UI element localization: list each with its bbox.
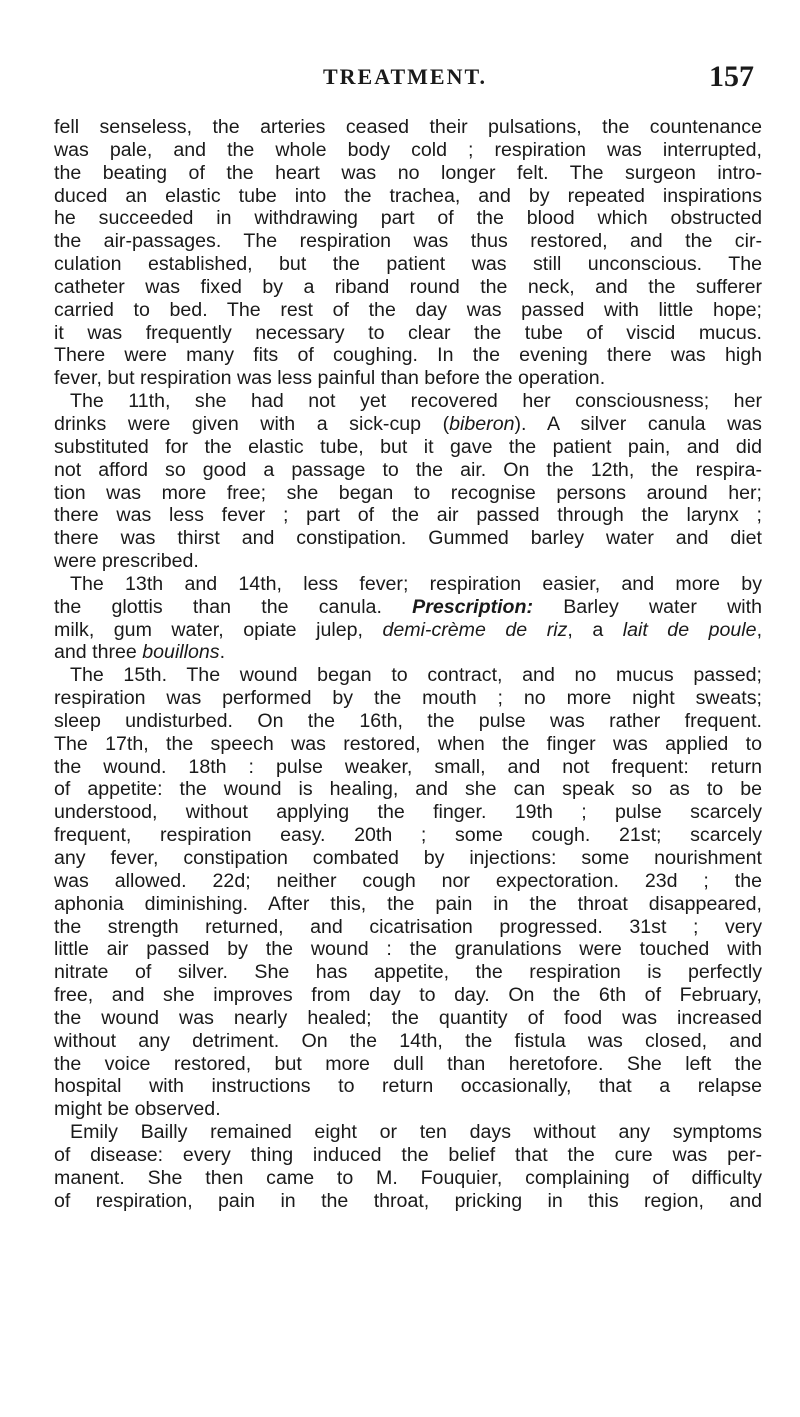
text-line — [54, 619, 762, 642]
text-line — [54, 276, 762, 299]
italic-term: demi-crème de riz — [382, 618, 568, 641]
text-line — [54, 961, 762, 984]
text-line — [54, 801, 762, 824]
text-run: of disease: every thing induced the belief that the cure was per- — [54, 1143, 762, 1166]
text-line — [54, 1121, 762, 1144]
text-run: Emily Bailly remained eight or ten days without any symptoms — [70, 1121, 762, 1144]
text-run: There were many fits of coughing. In the evening there was high — [54, 344, 762, 367]
text-run: the air-passages. The respiration was thus restored, and the cir- — [54, 230, 762, 253]
text-run: , — [756, 618, 763, 641]
text-run: substituted for the elastic tube, but it gave the patient pain, and did — [54, 435, 762, 458]
text-line — [54, 230, 762, 253]
text-run: the voice restored, but more dull than heretofore. She left the — [54, 1052, 762, 1075]
text-run: little air passed by the wound : the granulations were touched with — [54, 938, 762, 961]
text-run: might be observed. — [54, 1098, 221, 1121]
text-line — [54, 436, 762, 459]
text-line — [54, 710, 762, 733]
text-line — [54, 527, 762, 550]
text-run: without any detriment. On the 14th, the fistula was closed, and — [54, 1029, 762, 1052]
text-run: there was less fever ; part of the air passed through the larynx ; — [54, 504, 762, 527]
text-run: were prescribed. — [54, 550, 199, 573]
text-line — [54, 573, 762, 596]
running-title: TREATMENT. — [322, 64, 488, 89]
text-run: hospital with instructions to return occasionally, that a relapse — [54, 1075, 762, 1098]
text-run: was pale, and the whole body cold ; respiration was interrupted, — [54, 138, 762, 161]
text-line — [54, 185, 762, 208]
text-run: frequent, respiration easy. 20th ; some cough. 21st; scarcely — [54, 824, 762, 847]
text-line — [54, 253, 762, 276]
text-line — [54, 938, 762, 961]
text-line — [54, 1144, 762, 1167]
text-run: ). A silver canula was — [514, 412, 762, 435]
text-run: nitrate of silver. She has appetite, the respiration is perfectly — [54, 961, 762, 984]
text-run: milk, gum water, opiate julep, — [54, 618, 383, 641]
text-run: tion was more free; she began to recognise persons around her; — [54, 481, 762, 504]
text-line — [54, 596, 762, 619]
text-line — [54, 459, 762, 482]
text-line — [54, 139, 762, 162]
text-run: of appetite: the wound is healing, and she can speak so as to be — [54, 778, 762, 801]
text-line — [54, 870, 762, 893]
text-run: fell senseless, the arteries ceased their pulsations, the countenance — [54, 116, 762, 138]
italic-term: lait de poule — [622, 618, 757, 641]
text-run: understood, without applying the finger. 19th ; pulse scarcely — [54, 801, 762, 824]
text-run: the wound. 18th : pulse weaker, small, and not frequent: return — [54, 755, 762, 778]
text-run: the glottis than the canula. — [54, 595, 413, 618]
text-line — [54, 1190, 762, 1213]
text-line — [54, 733, 762, 756]
text-run: the wound was nearly healed; the quantity of food was increased — [54, 1006, 762, 1029]
text-run: the strength returned, and cicatrisation progressed. 31st ; very — [54, 915, 762, 938]
text-line — [54, 116, 762, 139]
text-run: manent. She then came to M. Fouquier, complaining of difficulty — [54, 1166, 762, 1189]
text-line — [54, 641, 762, 664]
text-run: of respiration, pain in the throat, pricking in this region, and — [54, 1189, 762, 1212]
text-run: drinks were given with a sick-cup ( — [54, 412, 450, 435]
text-run: Barley water with — [533, 595, 762, 618]
text-line — [54, 984, 762, 1007]
text-line — [54, 367, 762, 390]
text-run: was allowed. 22d; neither cough nor expectoration. 23d ; the — [54, 869, 762, 892]
text-run: any fever, constipation combated by injections: some nourishment — [54, 847, 762, 869]
text-run: aphonia diminishing. After this, the pain in the throat disappeared, — [54, 892, 762, 915]
text-run: and three — [54, 641, 143, 664]
text-line — [54, 824, 762, 847]
text-line — [54, 778, 762, 801]
text-run: The 15th. The wound began to contract, and no mucus passed; — [70, 664, 762, 687]
text-run: respiration was performed by the mouth ; no more night sweats; — [54, 687, 762, 710]
text-line — [54, 390, 762, 413]
text-line — [54, 413, 762, 436]
text-line — [54, 756, 762, 779]
text-run: The 17th, the speech was restored, when the finger was applied to — [54, 732, 762, 755]
text-line — [54, 1030, 762, 1053]
text-line — [54, 916, 762, 939]
text-run: not afford so good a passage to the air. On the 12th, the respira- — [54, 458, 762, 481]
text-line — [54, 344, 762, 367]
text-run: duced an elastic tube into the trachea, and by repeated inspirations — [54, 184, 762, 207]
text-run: it was frequently necessary to clear the tube of viscid mucus. — [54, 321, 762, 344]
text-line — [54, 1053, 762, 1076]
text-run: culation established, but the patient was still unconscious. The — [54, 253, 762, 276]
text-run: the beating of the heart was no longer felt. The surgeon intro- — [54, 161, 762, 184]
text-run: catheter was fixed by a riband round the neck, and the sufferer — [54, 275, 762, 298]
text-line — [54, 664, 762, 687]
text-run: there was thirst and constipation. Gummed barley water and diet — [54, 527, 762, 550]
body-text — [54, 116, 762, 1213]
text-line — [54, 847, 762, 870]
text-line — [54, 550, 762, 573]
text-line — [54, 1075, 762, 1098]
text-line — [54, 322, 762, 345]
text-line — [54, 482, 762, 505]
text-line — [54, 1167, 762, 1190]
text-line — [54, 893, 762, 916]
bold-italic-term: Prescription: — [412, 595, 533, 618]
text-line — [54, 687, 762, 710]
text-run: The 13th and 14th, less fever; respiration easier, and more by — [70, 572, 762, 595]
text-run: sleep undisturbed. On the 16th, the pulse was rather frequent. — [54, 709, 762, 732]
page-number: 157 — [709, 60, 754, 93]
text-line — [54, 207, 762, 230]
text-run: , a — [567, 618, 623, 641]
italic-term: biberon — [449, 412, 515, 435]
text-run: free, and she improves from day to day. On the 6th of February, — [54, 984, 762, 1007]
page-header — [56, 60, 754, 92]
text-line — [54, 1098, 762, 1121]
text-line — [54, 1007, 762, 1030]
text-line — [54, 504, 762, 527]
text-run: carried to bed. The rest of the day was passed with little hope; — [54, 298, 762, 321]
italic-term: bouillons — [142, 641, 220, 664]
text-line — [54, 299, 762, 322]
text-run: . — [219, 641, 226, 664]
text-run: fever, but respiration was less painful than before the operation. — [54, 367, 606, 390]
text-line — [54, 162, 762, 185]
text-run: he succeeded in withdrawing part of the blood which obstructed — [54, 207, 762, 230]
text-run: The 11th, she had not yet recovered her consciousness; her — [70, 390, 762, 413]
